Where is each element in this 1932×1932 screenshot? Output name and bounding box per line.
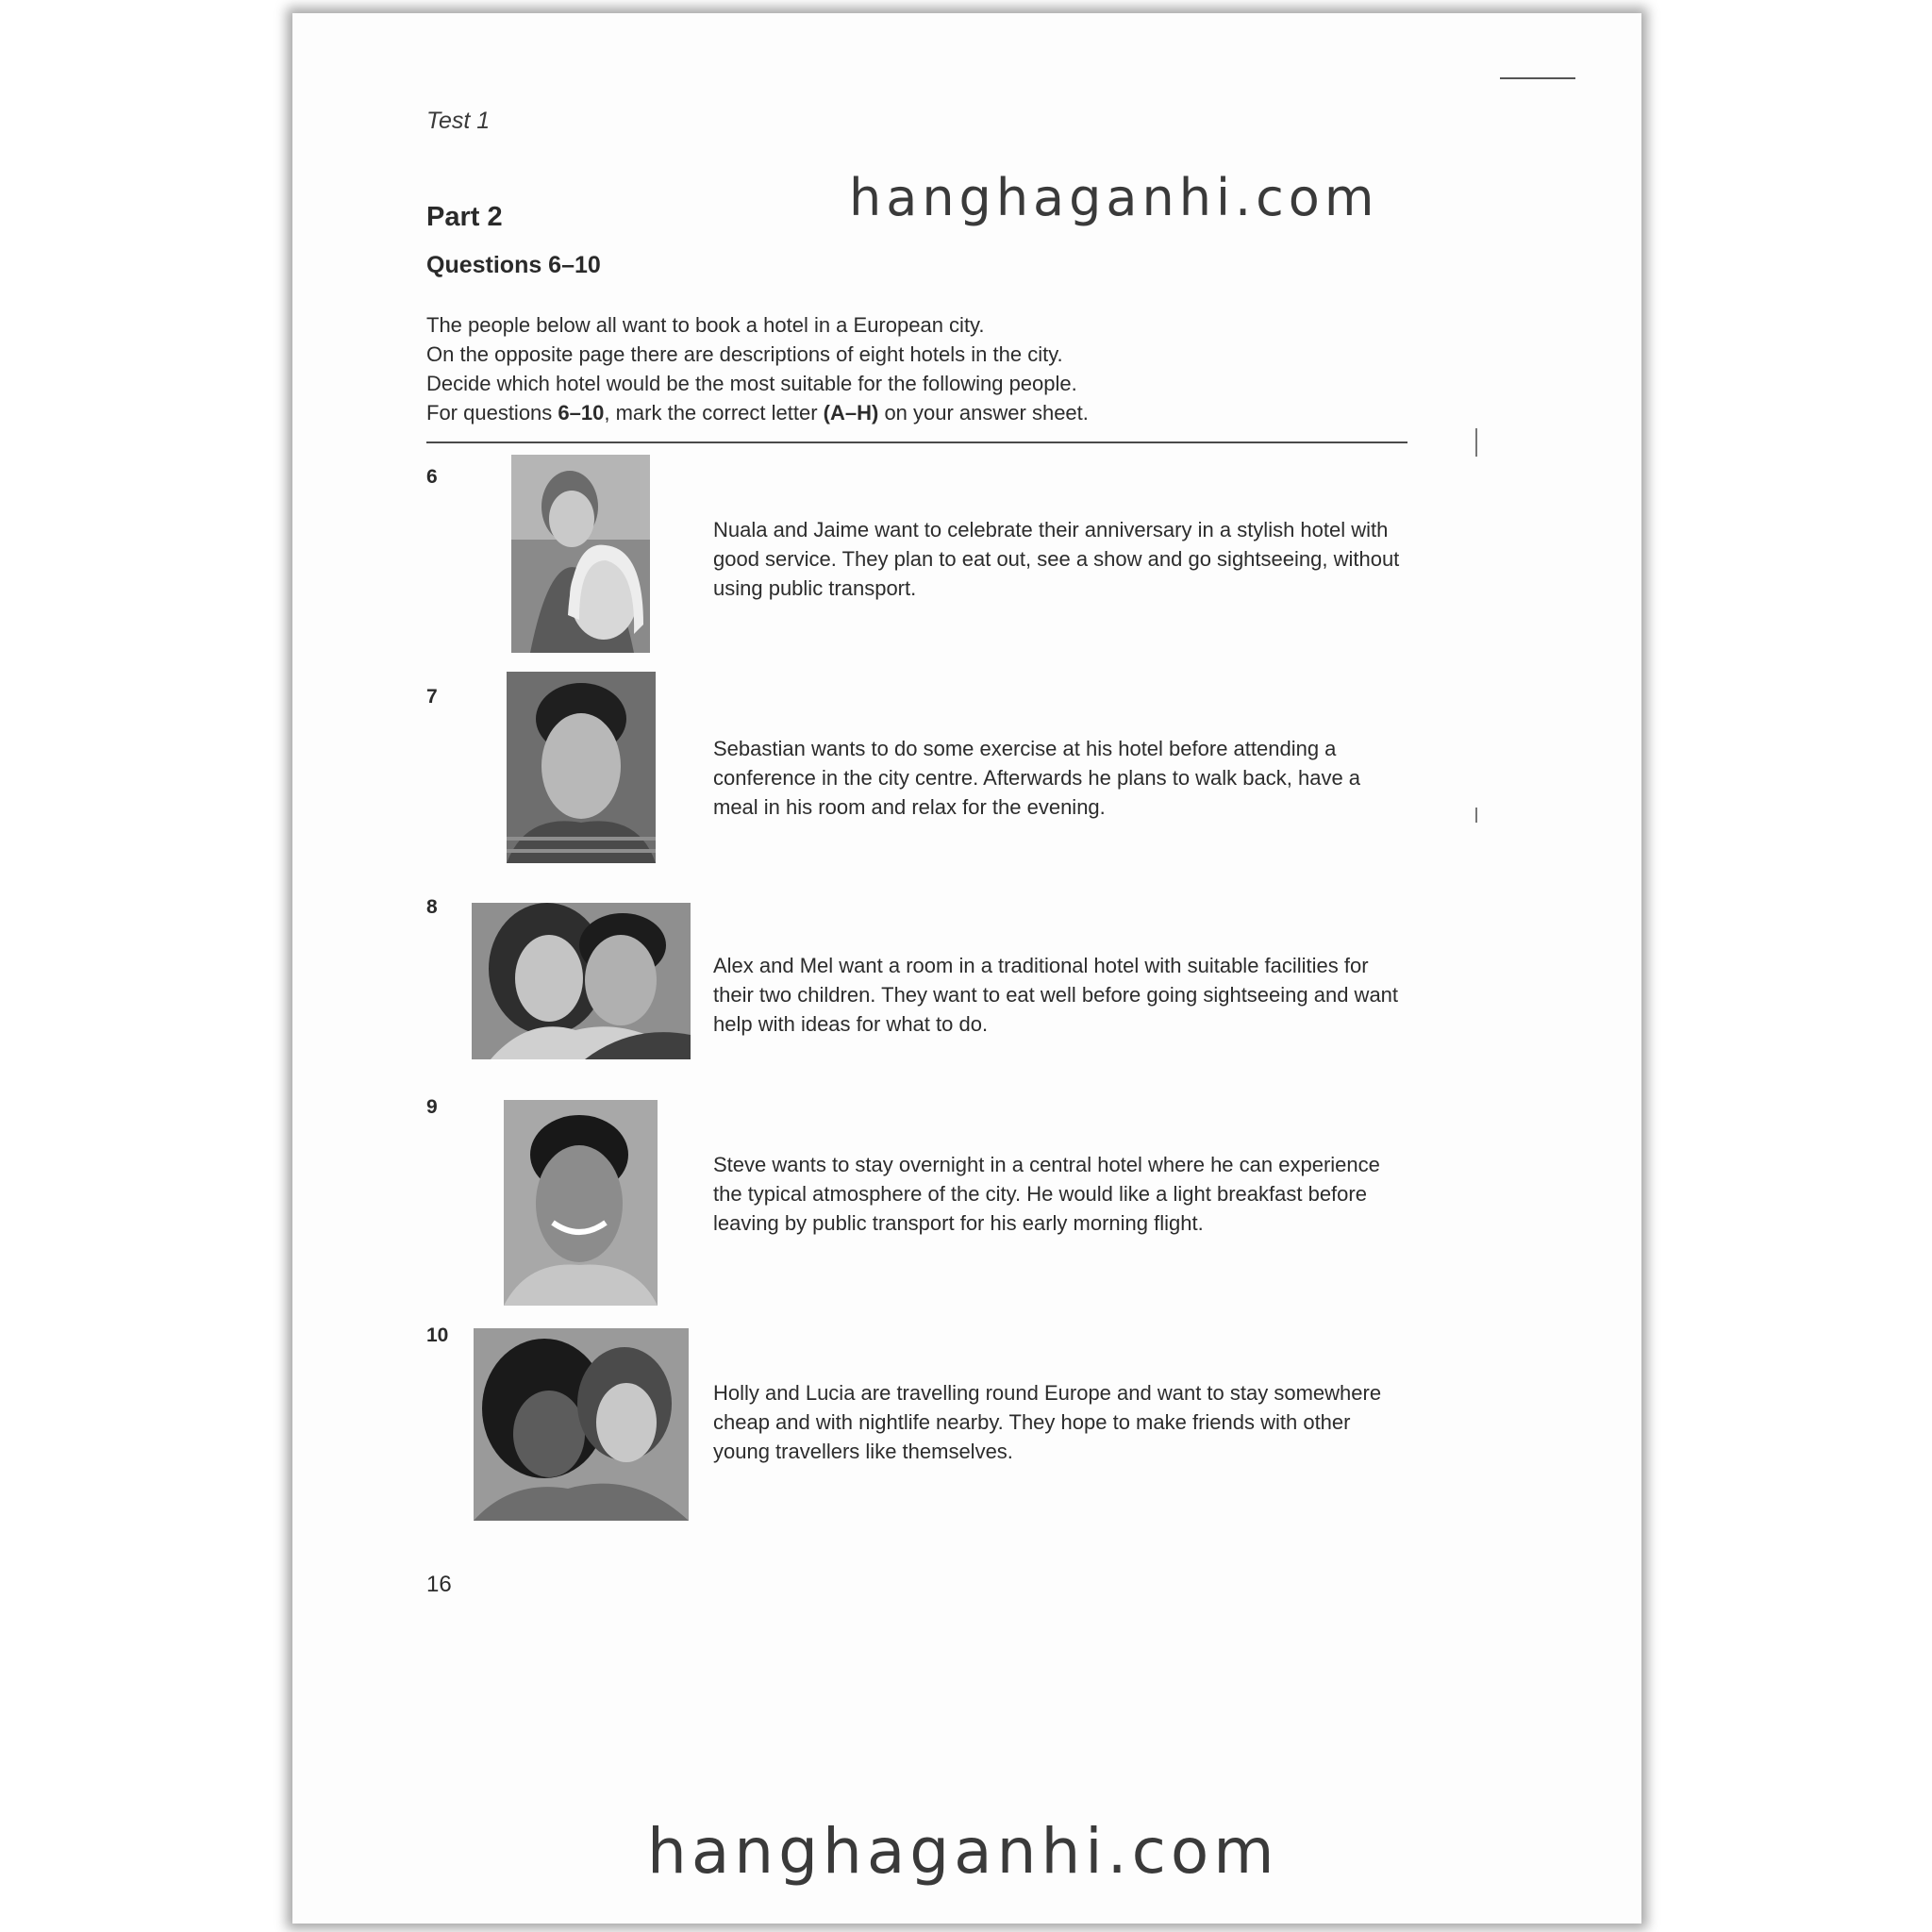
question-number: 8 [426, 896, 438, 918]
instruction-line: Decide which hotel would be the most suitable for the following people. [426, 372, 1077, 395]
question-text: Alex and Mel want a room in a traditional hotel with suitable facilities for their two children. They want to eat well before going sightseeing and want help with ideas for what to do. [713, 954, 1399, 1036]
watermark-top: hanghaganhi.com [849, 168, 1379, 227]
questions-title: Questions 6–10 [426, 252, 601, 278]
instruction-text: , mark the correct letter [604, 401, 824, 425]
two-women-photo-icon [474, 1328, 689, 1521]
section-divider [426, 441, 1407, 443]
man-photo-icon [504, 1100, 658, 1306]
instructions [426, 310, 1417, 427]
question-number: 9 [426, 1096, 438, 1118]
document-page [292, 13, 1641, 1924]
question-text: Sebastian wants to do some exercise at his hotel before attending a conference in the city centre. Afterwards he plans to walk back, have a meal in his room and relax for the evening. [713, 737, 1361, 819]
corner-rule [1500, 77, 1575, 79]
part-title: Part 2 [426, 202, 503, 232]
instruction-line: The people below all want to book a hotel in a European city. [426, 313, 985, 337]
instruction-line: On the opposite page there are descriptions of eight hotels in the city. [426, 342, 1063, 366]
man-photo-icon [507, 672, 656, 863]
letter-range: (A–H) [823, 401, 879, 425]
watermark-bottom: hanghaganhi.com [647, 1815, 1279, 1888]
couple-photo-icon [511, 455, 650, 653]
question-number: 6 [426, 466, 438, 488]
question-text: Nuala and Jaime want to celebrate their anniversary in a stylish hotel with good service. They plan to eat out, see a show and go sightseeing, without using public transport. [713, 518, 1400, 600]
question-text: Steve wants to stay overnight in a central hotel where he can experience the typical atmosphere of the city. He would like a light breakfast before leaving by public transport for his early morning flight. [713, 1153, 1380, 1235]
question-range: 6–10 [558, 401, 605, 425]
page-number: 16 [426, 1572, 452, 1597]
question-number: 7 [426, 686, 438, 708]
test-label: Test 1 [426, 108, 491, 134]
couple-photo-icon [472, 903, 691, 1059]
edge-mark [1475, 428, 1477, 457]
edge-mark [1475, 808, 1477, 823]
question-number: 10 [426, 1324, 449, 1346]
question-text: Holly and Lucia are travelling round Europe and want to stay somewhere cheap and with nightlife nearby. They hope to make friends with other young travellers like themselves. [713, 1381, 1382, 1463]
instruction-text: For questions [426, 401, 558, 425]
instruction-text: on your answer sheet. [878, 401, 1089, 425]
instruction-line [426, 398, 1417, 427]
